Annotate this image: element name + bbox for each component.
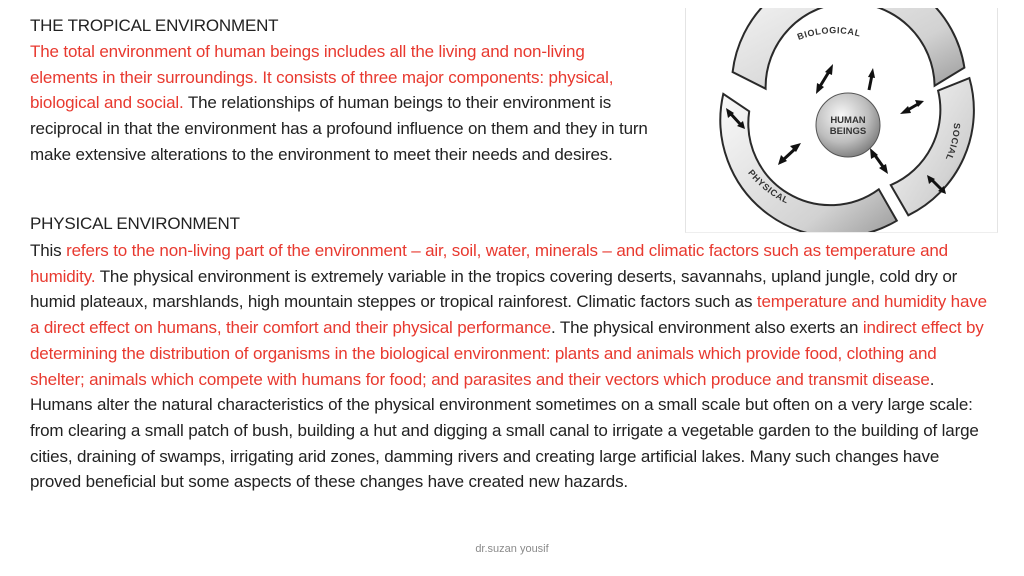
body-text: The physical environment is extremely variable in the tropics covering deserts, savannahs, upland jungle, cold dry or humid plateaux, marshlands, high mountain steppes or tropical rainforest. Climatic factors such as	[30, 266, 958, 312]
environment-cycle-diagram	[685, 8, 998, 233]
biological-segment	[733, 8, 965, 89]
section-title-physical-environment: PHYSICAL ENVIRONMENT	[30, 214, 240, 233]
section-title-tropical-environment: THE TROPICAL ENVIRONMENT	[30, 16, 279, 35]
label-physical: PHYSICAL	[746, 167, 791, 206]
label-social: SOCIAL	[943, 122, 963, 163]
body-text: . Humans alter the natural characteristics of the physical environment sometimes on a small scale but often on a very large scale: from clearing a small patch of bush, building a hut and digging a small canal to irrigate a vegetable garden to the building of large cities, draining of swamps, irrigating arid zones, damming rivers and creating large artificial lakes. Many such changes have proved beneficial but some aspects of these changes have created new hazards.	[30, 369, 979, 492]
body-text: . The physical environment also exerts an	[551, 318, 863, 338]
paragraph-physical-environment	[30, 238, 990, 495]
highlighted-text: temperature and humidity have a direct effect on humans, their comfort and their physical performance	[30, 292, 987, 338]
paragraph-tropical-environment	[30, 39, 655, 168]
svg-text:BIOLOGICAL	[796, 25, 862, 42]
body-text: This	[30, 241, 67, 260]
body-text: The relationships of human beings to their environment is reciprocal in that the environment has a profound influence on them and they in turn make extensive alterations to the environment to meet their needs and desires.	[30, 93, 648, 164]
highlighted-text: refers to the non-living part of the environment – air, soil, water, minerals – and climatic factors such as temperature and humidity.	[30, 241, 948, 286]
footer-author: dr.suzan yousif	[475, 543, 549, 555]
highlighted-text: The total environment of human beings includes all the living and non-living elements in their surroundings. It consists of three major components: physical, biological and social.	[30, 42, 614, 113]
social-segment	[891, 78, 974, 215]
center-label-line1: HUMAN	[830, 115, 866, 126]
center-label-line2: BEINGS	[829, 126, 867, 137]
highlighted-text: indirect effect by determining the distribution of organisms in the biological environment: plants and animals which provide food, clothing and shelter; animals which compete with humans for food; and parasites and their vectors which produce and transmit disease	[30, 318, 984, 389]
label-biological: BIOLOGICAL	[795, 25, 862, 42]
